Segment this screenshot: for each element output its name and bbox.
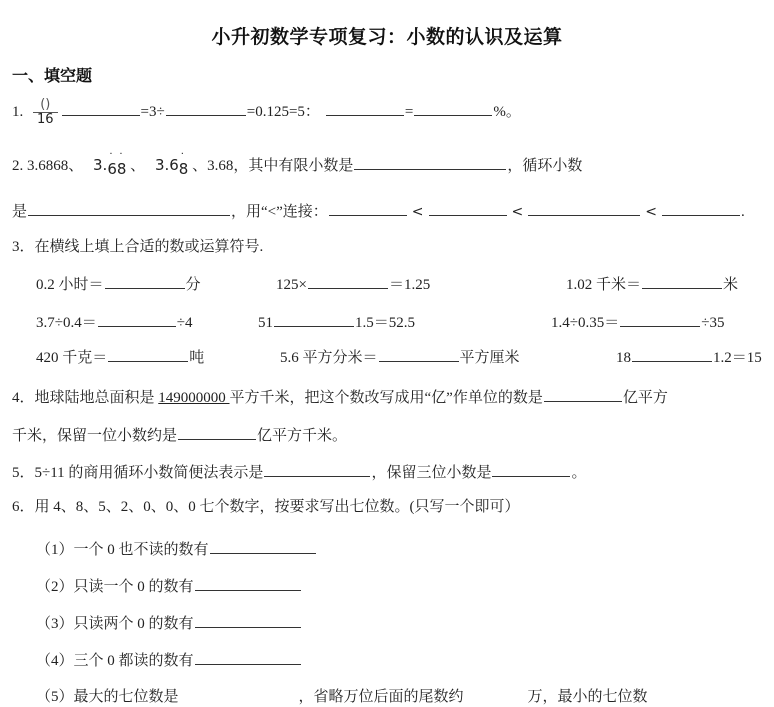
text: 5．5÷11 的商用循环小数简便法表示是 xyxy=(12,465,264,481)
answer-blank[interactable] xyxy=(326,99,404,116)
answer-blank[interactable] xyxy=(528,199,640,216)
less-than: < xyxy=(511,204,524,220)
answer-blank[interactable] xyxy=(465,684,527,701)
answer-blank[interactable] xyxy=(354,153,506,170)
answer-blank[interactable] xyxy=(414,99,492,116)
text: 1.5＝52.5 xyxy=(355,315,416,331)
question-2 xyxy=(12,149,583,178)
text: 亿平方千米。 xyxy=(257,428,348,444)
repeating-decimal-2: 3.6 · 8 xyxy=(154,149,189,178)
answer-blank[interactable] xyxy=(166,99,246,116)
text: 分 xyxy=(185,277,201,293)
text: %。 xyxy=(493,103,521,120)
q3-row2-c xyxy=(551,310,724,333)
answer-blank[interactable] xyxy=(492,460,570,477)
answer-blank[interactable] xyxy=(379,345,459,362)
answer-blank[interactable] xyxy=(620,310,700,327)
q3-row1-b xyxy=(276,272,430,295)
text: 、3.68，其中有限小数是 xyxy=(192,158,354,174)
answer-blank[interactable] xyxy=(210,537,316,554)
text: 米 xyxy=(723,277,739,293)
text: 1.02 千米＝ xyxy=(566,277,642,293)
text: （4）三个 0 都读的数有 xyxy=(36,653,194,669)
answer-blank[interactable] xyxy=(632,345,712,362)
text: = xyxy=(404,103,414,120)
q3-row3-c xyxy=(616,345,762,368)
text: 3.6 xyxy=(154,156,179,174)
q3-row3-b xyxy=(280,345,520,368)
fraction xyxy=(33,98,58,127)
answer-blank[interactable] xyxy=(105,272,185,289)
q6-item-5 xyxy=(36,684,648,707)
text: （1）一个 0 也不读的数有 xyxy=(36,542,209,558)
question-2-line-2 xyxy=(12,199,745,222)
text: 、 xyxy=(130,158,146,174)
text: 吨 xyxy=(189,350,205,366)
text: 是 xyxy=(12,204,28,220)
text: =0.125=5： xyxy=(246,103,320,120)
question-1 xyxy=(12,98,521,127)
text: 1.4÷0.35＝ xyxy=(551,315,620,331)
text: ，保留三位小数是 xyxy=(371,465,492,481)
answer-blank[interactable] xyxy=(662,199,740,216)
text: （3）只读两个 0 的数有 xyxy=(36,616,194,632)
text: （2）只读一个 0 的数有 xyxy=(36,579,194,595)
text: 3.7÷0.4＝ xyxy=(36,315,97,331)
q3-row2-a xyxy=(36,310,192,333)
text: =3÷ xyxy=(140,103,165,120)
fraction-numerator[interactable]: () xyxy=(33,98,58,113)
answer-blank[interactable] xyxy=(264,460,370,477)
text: 千米，保留一位小数约是 xyxy=(12,428,178,444)
text: 平方厘米 xyxy=(459,350,520,366)
fraction-denominator: 16 xyxy=(37,112,54,127)
answer-blank[interactable] xyxy=(274,310,354,327)
section-heading: 一、填空题 xyxy=(12,66,93,85)
answer-blank[interactable] xyxy=(195,611,301,628)
text: 68 xyxy=(107,160,127,178)
text: 18 xyxy=(616,350,631,366)
text: 5.6 平方分米＝ xyxy=(280,350,378,366)
answer-blank[interactable] xyxy=(108,345,188,362)
text: 51 xyxy=(258,315,273,331)
text: 。 xyxy=(571,465,587,481)
underlined-number: 149000000 xyxy=(158,390,230,406)
answer-blank[interactable] xyxy=(429,199,507,216)
text: 8 xyxy=(178,160,189,178)
question-6: 6．用 4、8、5、2、0、0、0 七个数字，按要求写出七位数。(只写一个即可） xyxy=(12,499,520,515)
text: 0.2 小时＝ xyxy=(36,277,104,293)
question-number: 2. xyxy=(12,158,24,174)
question-4-line-2 xyxy=(12,423,347,446)
text: （5）最大的七位数是 xyxy=(36,689,179,705)
question-5 xyxy=(12,460,586,483)
answer-blank[interactable] xyxy=(329,199,407,216)
answer-blank[interactable] xyxy=(178,423,256,440)
repeating-decimal-1: 3. · · 68 xyxy=(93,149,127,178)
less-than: < xyxy=(411,204,424,220)
answer-blank[interactable] xyxy=(62,99,140,116)
text: ＝1.25 xyxy=(388,277,431,293)
q6-item-3 xyxy=(36,611,302,634)
q3-row3-a xyxy=(36,345,204,368)
q6-item-1 xyxy=(36,537,317,560)
q6-item-4 xyxy=(36,648,302,671)
answer-blank[interactable] xyxy=(28,199,230,216)
q6-item-2 xyxy=(36,574,302,597)
answer-blank[interactable] xyxy=(98,310,176,327)
text: 3.6868、 xyxy=(27,158,84,174)
answer-blank[interactable] xyxy=(544,385,622,402)
text: ，循环小数 xyxy=(507,158,583,174)
text: 4．地球陆地总面积是 xyxy=(12,390,159,406)
answer-blank[interactable] xyxy=(642,272,722,289)
text: 万，最小的七位数 xyxy=(527,689,648,705)
text: ，用“<”连接： xyxy=(231,204,328,220)
text: 1.2＝15 xyxy=(713,350,762,366)
less-than: < xyxy=(645,204,657,220)
text: ÷4 xyxy=(176,315,193,331)
q3-row1-a xyxy=(36,272,201,295)
text: . xyxy=(741,204,745,220)
answer-blank[interactable] xyxy=(195,574,301,591)
q3-row2-b xyxy=(258,310,415,333)
text: 亿平方 xyxy=(622,390,668,406)
text: 3. xyxy=(93,156,108,174)
answer-blank[interactable] xyxy=(308,272,388,289)
text: ，省略万位后面的尾数约 xyxy=(298,689,464,705)
question-4 xyxy=(12,385,668,408)
q3-row1-c xyxy=(566,272,738,295)
page-title: 小升初数学专项复习：小数的认识及运算 xyxy=(211,26,563,48)
question-3: 3．在横线上填上合适的数或运算符号. xyxy=(12,239,264,255)
text: ÷35 xyxy=(701,315,725,331)
text: 平方千米，把这个数改写成用“亿”作单位的数是 xyxy=(229,390,543,406)
answer-blank[interactable] xyxy=(180,684,298,701)
question-number: 1. xyxy=(12,103,24,120)
text: 420 千克＝ xyxy=(36,350,108,366)
answer-blank[interactable] xyxy=(195,648,301,665)
text: 125× xyxy=(276,277,307,293)
